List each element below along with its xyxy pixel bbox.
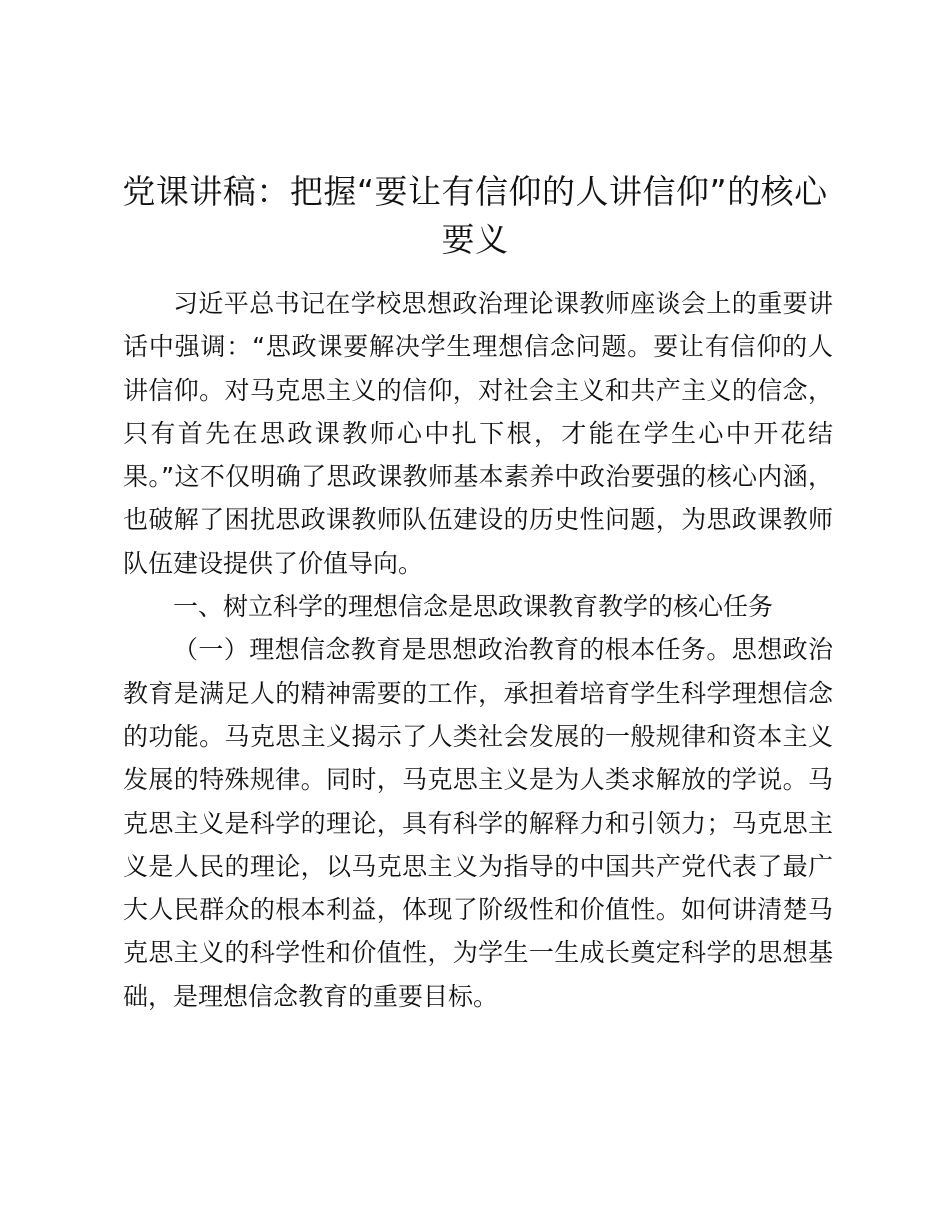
intro-paragraph: 习近平总书记在学校思想政治理论课教师座谈会上的重要讲话中强调：“思政课要解决学生理想信念问题。要让有信仰的人讲信仰。对马克思主义的信仰，对社会主义和共产主义的信念，只有首先在思政课教师心中扎下根，才能在学生心中开花结果。”这不仅明确了思政课教师基本素养中政治要强的核心内涵，也破解了困扰思政课教师队伍建设的历史性问题，为思政课教师队伍建设提供了价值导向。 <box>123 289 833 578</box>
document-title: 党课讲稿：把握“要让有信仰的人讲信仰”的核心要义 <box>122 172 828 259</box>
section-heading: 一、树立科学的理想信念是思政课教育教学的核心任务 <box>173 592 774 622</box>
document-body <box>123 282 833 1018</box>
subsection-paragraph: （一）理想信念教育是思想政治教育的根本任务。思想政治教育是满足人的精神需要的工作，承担着培育学生科学理想信念的功能。马克思主义揭示了人类社会发展的一般规律和资本主义发展的特殊规律。同时，马克思主义是为人类求解放的学说。马克思主义是科学的理论，具有科学的解释力和引领力；马克思主义是人民的理论，以马克思主义为指导的中国共产党代表了最广大人民群众的根本利益，体现了阶级性和价值性。如何讲清楚马克思主义的科学性和价值性，为学生一生成长奠定科学的思想基础，是理想信念教育的重要目标。 <box>123 635 833 1011</box>
